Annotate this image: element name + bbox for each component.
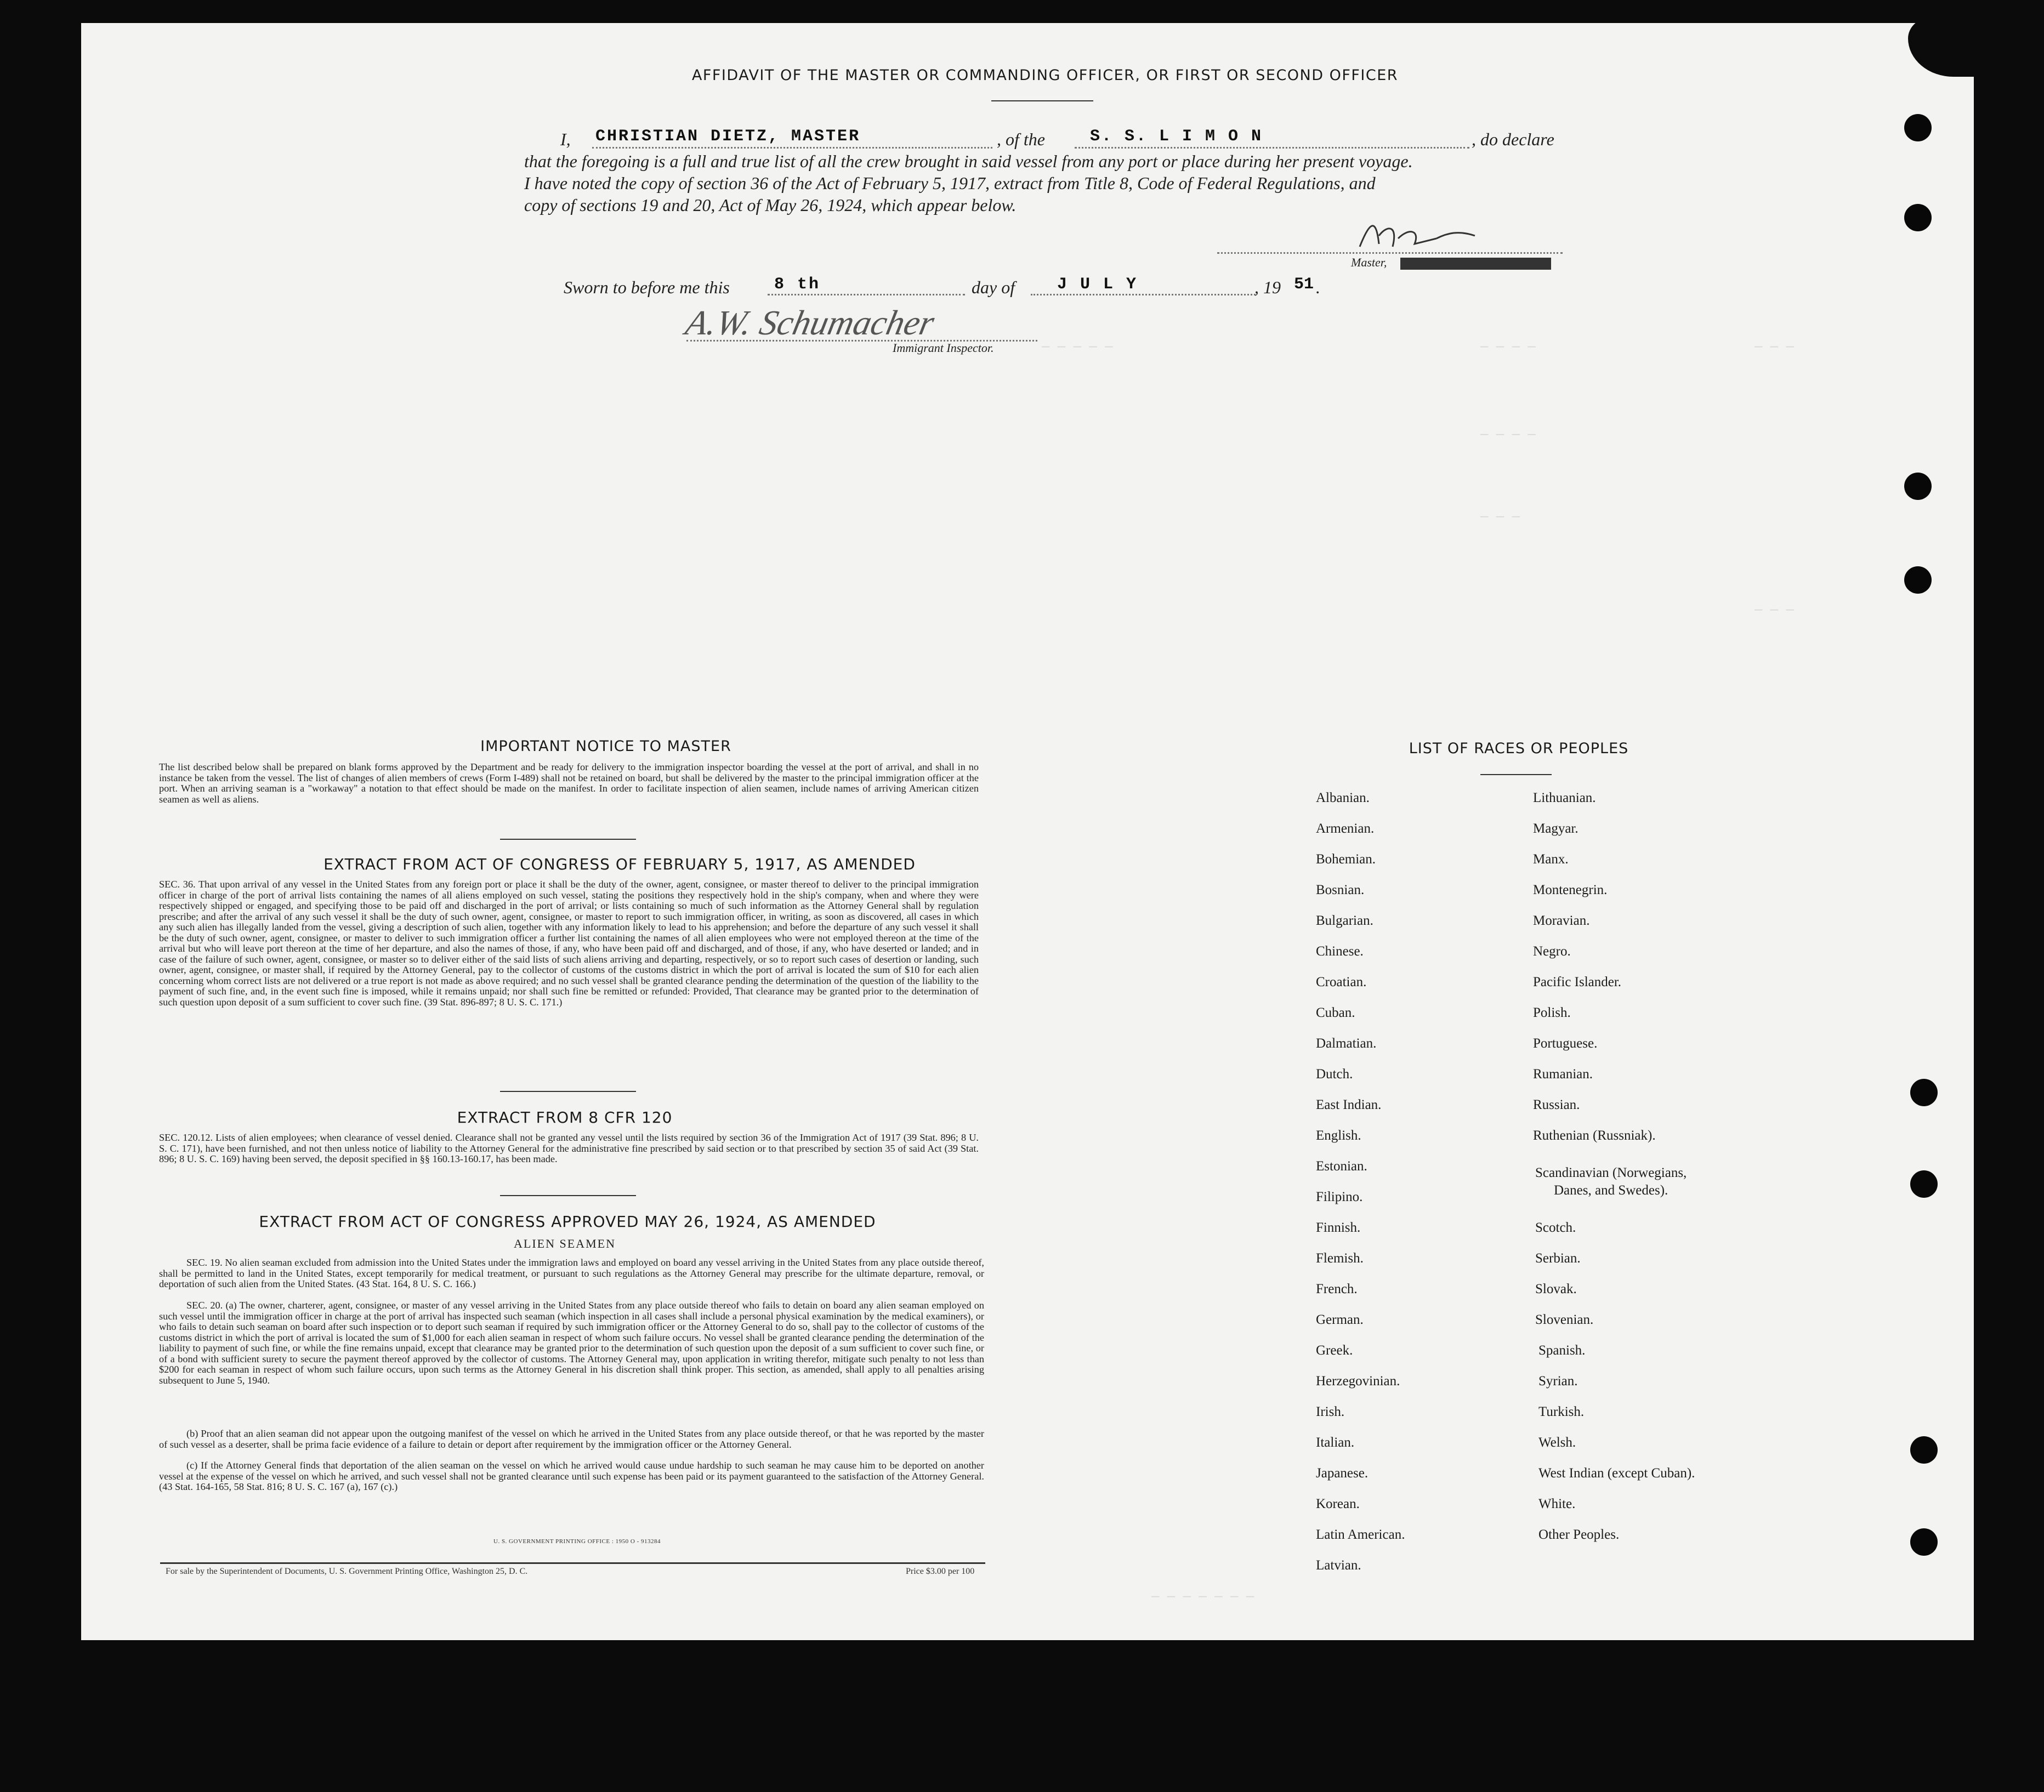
race-item: Portuguese. — [1533, 1036, 1598, 1051]
race-item: Russian. — [1533, 1097, 1580, 1112]
affidavit-line-2: that the foregoing is a full and true list of all the crew brought in said vessel from any port or place during her present voyage. — [524, 151, 1413, 171]
extract-1924-sec19: SEC. 19. No alien seaman excluded from admission into the United States under the immigration laws and employed on board any vessel arriving in the United States from any place outside thereof, shall be permitted to land in the United States, except temporarily for medical treatment, or pursuant to such regulations as the Attorney General may prescribe for the ultimate departure, removal, or deportation of such alien from the United States. (43 Stat. 164, 8 U. S. C. 166.) — [159, 1257, 984, 1289]
race-item: West Indian (except Cuban). — [1538, 1466, 1695, 1481]
race-item: Dutch. — [1316, 1067, 1353, 1082]
race-item: Negro. — [1533, 944, 1571, 959]
race-item: Syrian. — [1538, 1374, 1578, 1389]
struck-out-title — [1400, 258, 1551, 270]
race-item: Bulgarian. — [1316, 913, 1373, 928]
day-line — [768, 294, 965, 295]
affidavit-line-4: copy of sections 19 and 20, Act of May 26, 1924, which appear below. — [524, 195, 1017, 215]
race-item: Irish. — [1316, 1404, 1345, 1419]
race-item: Moravian. — [1533, 913, 1590, 928]
word-day-of: day of — [972, 277, 1015, 297]
race-item: French. — [1316, 1282, 1358, 1296]
extract-1924-sec20b: (b) Proof that an alien seaman did not appear upon the outgoing manifest of the vessel on which he arrived in the United States from any place outside thereof, or that he was reported by the master of such vessel as a deserter, shall be prima facie evidence of a failure to detain or deport after requirement by the immigration officer or the Attorney General. — [159, 1428, 984, 1450]
race-item: Welsh. — [1538, 1435, 1576, 1450]
race-item: Scandinavian (Norwegians, — [1535, 1165, 1687, 1180]
bleed-through-text: — — — — — [1480, 428, 1536, 442]
punch-hole — [1904, 114, 1932, 141]
race-item: Spanish. — [1538, 1343, 1586, 1358]
race-item: Croatian. — [1316, 975, 1367, 989]
master-name-line — [592, 147, 992, 149]
race-item: German. — [1316, 1312, 1364, 1327]
page-title: AFFIDAVIT OF THE MASTER OR COMMANDING OFFICER, OR FIRST OR SECOND OFFICER — [691, 67, 1399, 84]
race-item: Latvian. — [1316, 1558, 1361, 1573]
vessel-line — [1075, 147, 1469, 149]
year-suffix: 51 — [1294, 275, 1314, 294]
extract-1924-sec20c: (c) If the Attorney General finds that deportation of the alien seaman on the vessel on which he arrived would cause undue hardship to such seaman he may cause him to be deported on another vessel at the expense of the vessel on which he arrived, and such vessel shall not be granted clearance until such expense has been paid or its payment guaranteed to the satisfaction of the Attorney General. (43 Stat. 164-165, 58 Stat. 816; 8 U. S. C. 167 (a), 167 (c).) — [159, 1460, 984, 1492]
extract-1924-title: EXTRACT FROM ACT OF CONGRESS APPROVED MAY 26, 1924, AS AMENDED — [259, 1213, 876, 1231]
bleed-through-text: — — — — [1480, 510, 1520, 525]
race-item: Slovenian. — [1535, 1312, 1594, 1327]
punch-hole — [1904, 473, 1932, 500]
notice-title: IMPORTANT NOTICE TO MASTER — [480, 738, 731, 755]
race-item: Magyar. — [1533, 821, 1579, 836]
race-item: Polish. — [1533, 1005, 1571, 1020]
affidavit-line-3: I have noted the copy of section 36 of the Act of February 5, 1917, extract from Title 8, Code of Federal Regulations, and — [524, 173, 1376, 193]
punch-hole — [1910, 1079, 1938, 1106]
vessel-name: S. S. L I M O N — [1090, 127, 1263, 146]
sworn-month: J U L Y — [1057, 275, 1138, 294]
race-item: Italian. — [1316, 1435, 1355, 1450]
race-item: Finnish. — [1316, 1220, 1361, 1235]
master-signature — [1354, 214, 1480, 258]
divider — [500, 1195, 636, 1196]
word-i: I, — [560, 129, 571, 149]
race-item: Cuban. — [1316, 1005, 1355, 1020]
race-item: English. — [1316, 1128, 1361, 1143]
race-item: Manx. — [1533, 852, 1569, 867]
extract-8cfr-text: SEC. 120.12. Lists of alien employees; when clearance of vessel denied. Clearance shall not be granted any vessel until the lists required by section 36 of the Immigration Act of 1917 (39 Stat. 896; 8 U. S. C. 171), have been furnished, and not then unless notice of liability to the Attorney General for the administrative fine prescribed by said section or to that prescribed by section 35 of said Act (39 Stat. 896; 8 U. S. C. 169) having been served, the deposit specified in §§ 160.13-160.17, has been made. — [159, 1132, 979, 1164]
bleed-through-text: — — — — — — — — [1151, 1590, 1254, 1605]
title-underline — [991, 100, 1093, 101]
race-item: Korean. — [1316, 1497, 1360, 1511]
punch-hole — [1904, 566, 1932, 594]
race-item: Slovak. — [1535, 1282, 1577, 1296]
inspector-signature: A.W. Schumacher — [682, 303, 938, 342]
extract-1917-text: SEC. 36. That upon arrival of any vessel in the United States from any foreign port or place it shall be the duty of the owner, agent, consignee, or master thereof to deliver to the principal immigration officer in charge of the port of arrival lists containing the names of all aliens employed on such vessel, stating the positions they respectively hold in the ship's company, when and where they were respectively shipped or engaged, and specifying those to be paid off and discharged in the port of arrival; or lists containing so much of such information as the Attorney General shall by regulation prescribe; and after the arrival of any such vessel it shall be the duty of such owner, agent, consignee, or master to report to such immigration officer, in writing, as soon as discovered, all cases in which any such alien has illegally landed from the vessel, giving a description of such alien, together with any information likely to lead to his apprehension; and before the departure of any such vessel it shall be the duty of such owner, agent, consignee, or master to deliver to such immigration officer a further list containing the names of all alien employees who were not employed thereon at the time of the arrival but who will leave port thereon at the time of her departure, and also the names of those, if any, who have been paid off and discharged, and of those, if any, who have deserted or landed; and in case of the failure of such owner, agent, consignee, or master so to deliver either of the said lists of such aliens arriving and departing, respectively, or so to report such cases of desertion or landing, such owner, agent, consignee, or master shall, if required by the Attorney General, pay to the collector of customs of the customs district in which the port of arrival is located the sum of $10 for each alien concerning whom correct lists are not delivered or a true report is not made as above required; and no such vessel shall be granted clearance pending the determination of the question of the liability to the payment of such fine, and, in the event such fine is imposed, while it remains unpaid; nor shall such fine be remitted or refunded: Provided, That clearance may be granted prior to the determination of such question upon deposit of a sum sufficient to cover such fine. (39 Stat. 896-897; 8 U. S. C. 171.) — [159, 879, 979, 1008]
race-item: Turkish. — [1538, 1404, 1585, 1419]
divider — [500, 1091, 636, 1092]
race-item: Pacific Islander. — [1533, 975, 1622, 989]
punch-hole — [1904, 204, 1932, 231]
race-item: Serbian. — [1535, 1251, 1581, 1266]
race-item: Other Peoples. — [1538, 1527, 1620, 1542]
punch-hole — [1910, 1528, 1938, 1556]
month-line — [1031, 294, 1256, 295]
race-item: Albanian. — [1316, 790, 1370, 805]
document-page — [81, 23, 1974, 1640]
race-item: Latin American. — [1316, 1527, 1405, 1542]
race-item: Filipino. — [1316, 1190, 1363, 1204]
word-of-the: , of the — [997, 129, 1045, 149]
race-item: Lithuanian. — [1533, 790, 1596, 805]
punch-hole — [1910, 1170, 1938, 1198]
race-item: Scotch. — [1535, 1220, 1576, 1235]
divider — [500, 839, 636, 840]
bleed-through-text: — — — — — — [1042, 340, 1113, 355]
price-note: Price $3.00 per 100 — [906, 1567, 975, 1576]
extract-1917-title: EXTRACT FROM ACT OF CONGRESS OF FEBRUARY 5, 1917, AS AMENDED — [323, 855, 916, 873]
race-item: Japanese. — [1316, 1466, 1369, 1481]
master-signature-line — [1217, 252, 1563, 254]
extract-8cfr-title: EXTRACT FROM 8 CFR 120 — [457, 1108, 673, 1127]
race-item: Chinese. — [1316, 944, 1364, 959]
races-title: LIST OF RACES OR PEOPLES — [1409, 740, 1629, 757]
footer-rule — [160, 1562, 985, 1564]
word-do-declare: , do declare — [1472, 129, 1554, 149]
extract-1924-sec20a: SEC. 20. (a) The owner, charterer, agent, consignee, or master of any vessel arriving in the United States from any place outside thereof who fails to detain on board any alien seaman employed on such vessel until the immigration officer in charge at the port of arrival has inspected such seaman (which inspection in all cases shall include a personal physical examination by the medical examiners), or who fails to detain such seaman on board after such inspection or to deport such seaman if required by such immigration officer or the Attorney General to do so, shall pay to the collector of customs of the customs district in which the port of arrival is located the sum of $1,000 for each alien seaman in respect of whom such failure occurs. No vessel shall be granted clearance pending the determination of the liability to payment of such fine, or while the fine remains unpaid, except that clearance may be granted prior to the determination of such question upon the deposit of a sum sufficient to cover such fine, or of a bond with sufficient surety to secure the payment thereof approved by the collector of customs. The Attorney General may, upon application in writing therefor, mitigate such penalty to not less than $200 for each seaman in respect of whom such failure occurs, upon such terms as the Attorney General in his discretion shall think proper. This section, as amended, shall apply to all penalties arising subsequent to June 5, 1940. — [159, 1300, 984, 1386]
race-item: Herzegovinian. — [1316, 1374, 1400, 1389]
race-item: Bosnian. — [1316, 883, 1365, 897]
sale-note: For sale by the Superintendent of Documents, U. S. Government Printing Office, Washington 25, D. C. — [166, 1567, 528, 1576]
race-item: Armenian. — [1316, 821, 1375, 836]
punch-hole — [1910, 1436, 1938, 1464]
races-underline — [1480, 774, 1552, 775]
race-item: Bohemian. — [1316, 852, 1376, 867]
master-name: CHRISTIAN DIETZ, MASTER — [595, 127, 861, 146]
master-label: Master, — [1351, 255, 1387, 269]
year-prefix: , 19 — [1254, 277, 1281, 297]
race-item: Ruthenian (Russniak). — [1533, 1128, 1656, 1143]
inspector-label: Immigrant Inspector. — [893, 341, 994, 355]
race-item: Estonian. — [1316, 1159, 1367, 1174]
notice-text: The list described below shall be prepared on blank forms approved by the Department and be ready for delivery to the immigration inspector boarding the vessel at the port of arrival, and shall in no instance be taken from the vessel. The list of changes of alien members of crews (Form I-489) shall not be retained on board, but shall be delivered by the master to the principal immigration officer at the port. When an arriving seaman is a "workaway" a notation to that effect should be made on the manifest. In order to facilitate inspection of alien seamen, include names of arriving American citizen seamen as well as aliens. — [159, 761, 979, 805]
race-item: Danes, and Swedes). — [1554, 1183, 1668, 1198]
race-item: Flemish. — [1316, 1251, 1364, 1266]
race-item: East Indian. — [1316, 1097, 1382, 1112]
extract-1924-subtitle: ALIEN SEAMEN — [514, 1237, 616, 1250]
gpo-imprint: U. S. GOVERNMENT PRINTING OFFICE : 1950 O - 913284 — [493, 1538, 661, 1545]
race-item: Dalmatian. — [1316, 1036, 1377, 1051]
race-item: Greek. — [1316, 1343, 1353, 1358]
bleed-through-text: — — — — [1755, 340, 1795, 355]
race-item: White. — [1538, 1497, 1576, 1511]
race-item: Rumanian. — [1533, 1067, 1593, 1082]
bleed-through-text: — — — — [1755, 603, 1795, 618]
year-end: . — [1316, 277, 1320, 297]
race-item: Montenegrin. — [1533, 883, 1608, 897]
bleed-through-text: — — — — — [1480, 340, 1536, 355]
sworn-prefix: Sworn to before me this — [564, 277, 730, 297]
sworn-day: 8 th — [774, 275, 821, 294]
